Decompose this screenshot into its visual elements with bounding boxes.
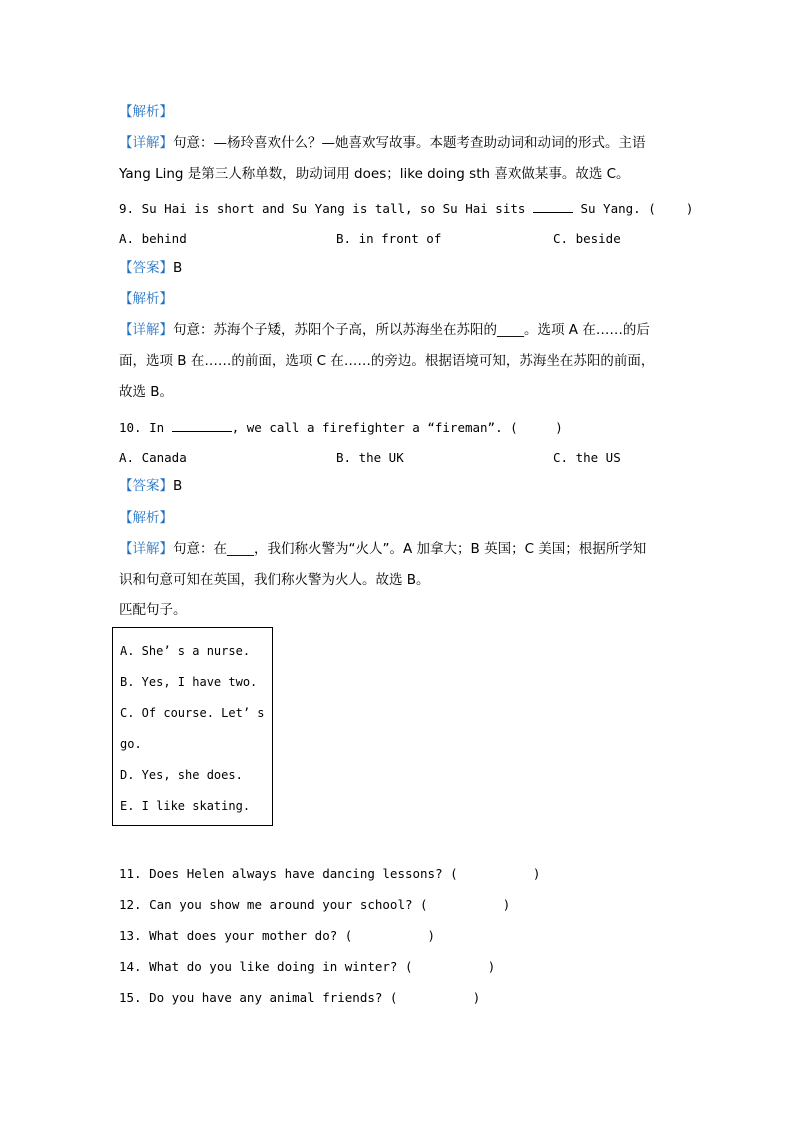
question-10-stem: 10. In , we call a firefighter a “fireman”. ( ) [119,420,563,435]
q9-answer: 【答案】B [119,260,183,276]
answer-blank [533,200,573,213]
q9-option-b: B. in front of [336,231,442,246]
match-option-a: A. She’ s a nurse. [120,644,251,658]
q10-detail-1: 【详解】句意：在____，我们称火警为“火人”。A 加拿大；B 英国；C 美国；根据所学知 [119,541,647,557]
match-question-15: 15. Do you have any animal friends? ( ) [119,990,481,1005]
answer-blank [172,419,232,432]
q10-answer: 【答案】B [119,478,183,494]
match-question-11: 11. Does Helen always have dancing lessons? ( ) [119,866,541,881]
q10-detail-2: 识和句意可知在英国，我们称火警为火人。故选 B。 [119,572,430,588]
q9-option-c: C. beside [553,231,621,246]
q9-detail-1: 【详解】句意：苏海个子矮，苏阳个子高，所以苏海坐在苏阳的____。选项 A 在……的后 [119,322,650,338]
analysis-label: 【解析】 [119,104,173,120]
match-option-c: C. Of course. Let’ s [120,706,265,720]
question-9-stem: 9. Su Hai is short and Su Yang is tall, so Su Hai sits Su Yang. ( ) [119,201,694,216]
match-question-14: 14. What do you like doing in winter? ( ) [119,959,496,974]
q10-option-b: B. the UK [336,450,404,465]
q9-analysis-label: 【解析】 [119,291,173,307]
match-option-c-cont: go. [120,737,142,751]
match-options-box [112,627,273,826]
q9-option-a: A. behind [119,231,187,246]
detail-line-q8-2: Yang Ling 是第三人称单数，助动词用 does；like doing sth 喜欢做某事。故选 C。 [119,166,630,182]
match-option-e: E. I like skating. [120,799,251,813]
q9-detail-2: 面，选项 B 在……的前面，选项 C 在……的旁边。根据语境可知，苏海坐在苏阳的前面， [119,353,655,369]
q9-detail-3: 故选 B。 [119,384,174,400]
section-title: 匹配句子。 [119,602,187,618]
detail-label: 【详解】 [119,135,173,151]
q10-option-c: C. the US [553,450,621,465]
match-option-b: B. Yes, I have two. [120,675,258,689]
match-question-13: 13. What does your mother do? ( ) [119,928,436,943]
match-question-12: 12. Can you show me around your school? ( ) [119,897,511,912]
q10-analysis-label: 【解析】 [119,510,173,526]
match-option-d: D. Yes, she does. [120,768,243,782]
q10-option-a: A. Canada [119,450,187,465]
detail-paragraph-q8: 【详解】句意：—杨玲喜欢什么？—她喜欢写故事。本题考查助动词和动词的形式。主语 [119,135,646,151]
